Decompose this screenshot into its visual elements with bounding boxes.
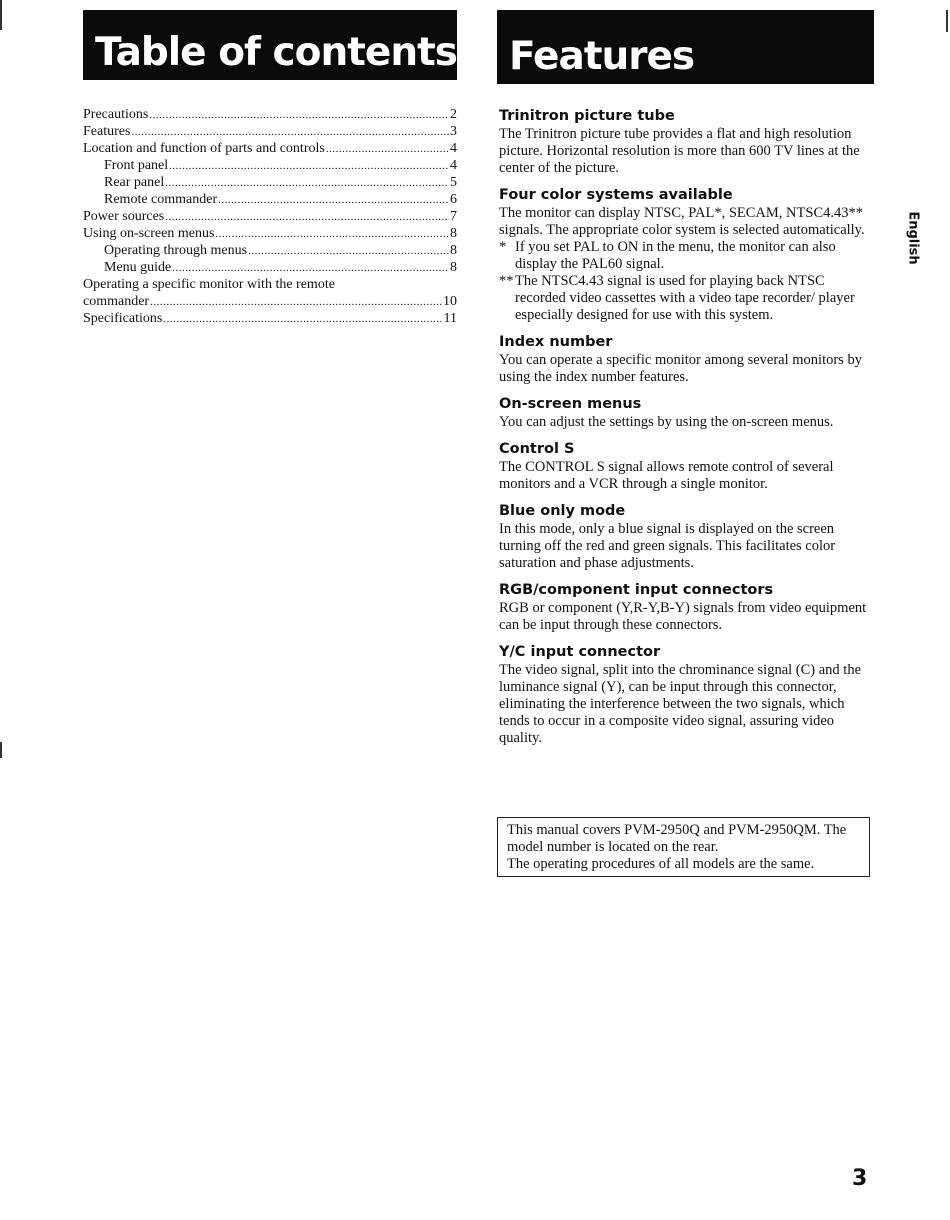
feature-body: The video signal, split into the chrominance signal (C) and the luminance signal (Y), can be input through this connector, eliminating the interference between the two signals, which tends to occur in a composite video signal, assuring video quality. (499, 662, 862, 746)
feature-title: RGB/component input connectors (499, 582, 774, 598)
toc-page: 3 (450, 124, 457, 139)
toc-page: 4 (450, 158, 457, 173)
notice-line: This manual covers PVM-2950Q and PVM-2950QM. The model number is located on the rear. (507, 822, 847, 855)
toc-page: 4 (450, 141, 457, 156)
toc-page: 11 (443, 311, 457, 326)
toc-entry[interactable]: Specifications ..... 11 (83, 310, 457, 327)
footnote-mark: ** (499, 273, 514, 289)
page-number: 3 (852, 1166, 868, 1191)
footnote-text: The NTSC4.43 signal is used for playing back NTSC recorded video cassettes with a video tape recorder/ player especially designed for use with this system. (515, 273, 855, 323)
toc-page: 10 (443, 294, 457, 309)
toc-page: 7 (450, 209, 457, 224)
features-list (499, 108, 871, 757)
toc-entry[interactable]: Power sources ..... 7 (83, 208, 457, 225)
toc-entry[interactable]: Operating through menus ..... 8 (83, 242, 457, 259)
toc-heading: Table of contents (95, 30, 457, 75)
toc-heading-banner (83, 10, 457, 80)
feature-body: You can adjust the settings by using the on-screen menus. (499, 414, 834, 430)
toc-entry[interactable]: Features ..... 3 (83, 123, 457, 140)
edge-mark (0, 0, 2, 30)
feature-trinitron (499, 108, 871, 177)
edge-mark (0, 742, 2, 758)
toc-page: 8 (450, 260, 457, 275)
feature-body: The CONTROL S signal allows remote control of several monitors and a VCR through a single monitor. (499, 459, 834, 492)
language-label: English (905, 211, 921, 265)
toc-entry[interactable]: Location and function of parts and controls ..... 4 (83, 140, 457, 157)
toc-entry[interactable]: Operating a specific monitor with the remote commander ..... 10 (83, 276, 457, 310)
feature-title: Index number (499, 334, 613, 350)
feature-title: Control S (499, 441, 575, 457)
feature-title: Trinitron picture tube (499, 108, 675, 124)
toc-page: 5 (450, 175, 457, 190)
footnote (499, 239, 871, 273)
feature-yc-input (499, 644, 871, 747)
toc-entry[interactable]: Front panel ..... 4 (83, 157, 457, 174)
feature-index-number (499, 334, 871, 386)
toc-page: 2 (450, 107, 457, 122)
toc-entry[interactable]: Using on-screen menus ..... 8 (83, 225, 457, 242)
feature-on-screen-menus (499, 396, 871, 431)
feature-body: You can operate a specific monitor among several monitors by using the index number features. (499, 352, 862, 385)
feature-body: In this mode, only a blue signal is displayed on the screen turning off the red and green signals. This facilitates color saturation and phase adjustments. (499, 521, 836, 571)
language-tab (903, 211, 923, 265)
toc-page: 6 (450, 192, 457, 207)
features-heading: Features (509, 34, 695, 79)
features-heading-banner (497, 10, 874, 84)
notice-line: The operating procedures of all models are the same. (507, 856, 815, 872)
model-notice-box (497, 817, 870, 877)
feature-body: The Trinitron picture tube provides a flat and high resolution picture. Horizontal resolution is more than 600 TV lines at the center of the picture. (499, 126, 860, 176)
feature-rgb-component (499, 582, 871, 634)
feature-control-s (499, 441, 871, 493)
feature-color-systems (499, 187, 871, 324)
table-of-contents (83, 106, 457, 327)
feature-body: The monitor can display NTSC, PAL*, SECAM, NTSC4.43** signals. The appropriate color system is selected automatically. (499, 205, 865, 238)
feature-title: Four color systems available (499, 187, 733, 203)
toc-entry[interactable]: Remote commander ..... 6 (83, 191, 457, 208)
toc-entry[interactable]: Menu guide ..... 8 (83, 259, 457, 276)
toc-entry[interactable]: Precautions ..... 2 (83, 106, 457, 123)
footnote (499, 273, 871, 324)
toc-page: 8 (450, 226, 457, 241)
feature-title: Y/C input connector (499, 644, 661, 660)
toc-page: 8 (450, 243, 457, 258)
footnote-mark: * (499, 239, 507, 255)
feature-title: On-screen menus (499, 396, 642, 412)
edge-mark (946, 10, 948, 32)
footnote-text: If you set PAL to ON in the menu, the monitor can also display the PAL60 signal. (515, 239, 836, 272)
feature-body: RGB or component (Y,R-Y,B-Y) signals from video equipment can be input through these connectors. (499, 600, 867, 633)
feature-title: Blue only mode (499, 503, 626, 519)
feature-blue-only (499, 503, 871, 572)
toc-entry[interactable]: Rear panel ..... 5 (83, 174, 457, 191)
